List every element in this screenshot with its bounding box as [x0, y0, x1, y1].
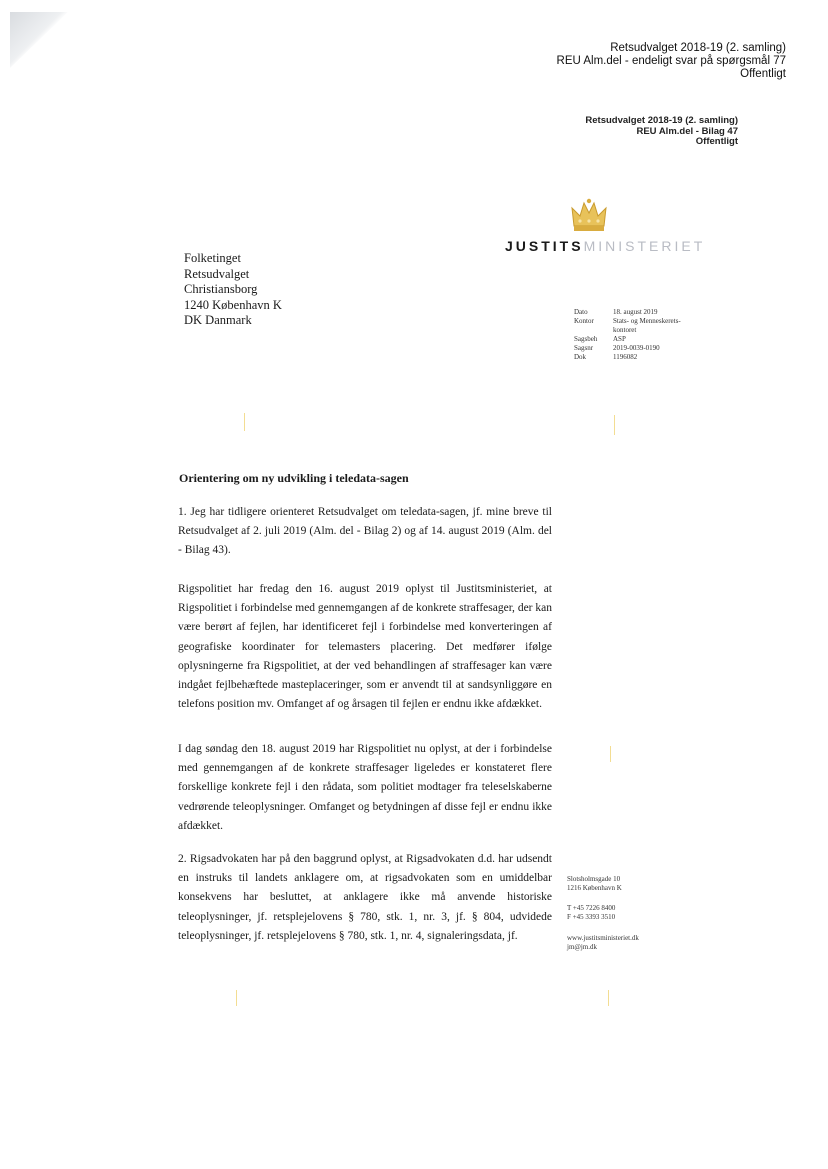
address-line: 1240 København K [184, 297, 282, 312]
scan-mark [236, 990, 237, 1006]
stamp-line: REU Alm.del - Bilag 47 [636, 125, 738, 137]
meta-value: 1196082 [613, 353, 638, 361]
paragraph: 2. Rigsadvokaten har på den baggrund oplyst, at Rigsadvokaten d.d. har udsendt en instruks til landets anklagere om, at rigsadvokaten som en umiddelbar konsekvens har besluttet, at anklagere ikke må anvende historiske teleoplysninger, jf. retsplejelovens § 780, stk. 1, nr. 3, jf. § 804, udvidede teleoplysninger, jf. retsplejelovens § 780, stk. 1, nr. 4, signaleringsdata, jf. [178, 853, 552, 942]
meta-label [574, 326, 613, 335]
meta-value: 2019-0039-0190 [613, 344, 660, 352]
document-stamp [557, 42, 786, 81]
footer-address [567, 875, 622, 893]
stamp-line: Offentligt [695, 136, 738, 148]
stamp-line: Offentligt [740, 67, 786, 80]
meta-value: ASP [613, 335, 626, 343]
meta-label: Dok [574, 353, 587, 361]
paragraph: 1. Jeg har tidligere orienteret Retsudvalget om teledata-sagen, jf. mine breve til Retsudvalget af 2. juli 2019 (Alm. del - Bilag 2) og af 14. august 2019 (Alm. del - Bilag 43). [178, 506, 552, 557]
inner-document-stamp [585, 116, 738, 148]
paragraph: Rigspolitiet har fredag den 16. august 2019 oplyst til Justitsministeriet, at Rigspolitiet i forbindelse med gennemgangen af de konkrete straffesager, der kan være berørt af fejlen, har identificeret fejl i forbindelse med konverteringen af geografiske koordinater for telemasters placering. Det medfører ifølge oplysningerne fra Rigspolitiet, at der ved behandlingen af straffesager kan være indgået fejlbehæftede masteplaceringer, som er anvendt til at sandsynliggøre en telefons position mv. Omfanget af og årsagen til fejlen er endnu ikke afdækket. [178, 583, 552, 711]
stamp-line: Retsudvalget 2018-19 (2. samling) [610, 42, 786, 54]
address-line: Retsudvalget [184, 266, 250, 281]
page-corner-fold [10, 12, 68, 68]
meta-label: Sagsbeh [574, 335, 598, 343]
logo-strong-text: JUSTITS [505, 238, 584, 254]
paragraph: I dag søndag den 18. august 2019 har Rigspolitiet nu oplyst, at der i forbindelse med gennemgangen af de konkrete straffesager ligeledes er konstateret flere forskellige konkrete fejl i den rådata, som politiet modtager fra teleselskaberne vedrørende teleoplysninger. Omfanget og betydningen af disse fejl er endnu ikke afdækket. [178, 743, 552, 832]
meta-value: Stats- og Menneskerets- [613, 317, 681, 325]
scan-mark [614, 415, 615, 435]
footer-web [567, 934, 639, 952]
crown-icon [569, 196, 609, 236]
footer-city: 1216 København K [567, 884, 622, 892]
letter-title: Orientering om ny udvikling i teledata-sagen [179, 471, 409, 485]
stamp-line: Retsudvalget 2018-19 (2. samling) [585, 115, 738, 126]
meta-label: Kontor [574, 317, 594, 325]
footer-street: Slotsholmsgade 10 [567, 875, 621, 883]
footer-fax: F +45 3393 3510 [567, 913, 616, 921]
footer-contact [567, 904, 615, 922]
footer-phone: T +45 7226 8400 [567, 904, 616, 912]
meta-label: Dato [574, 308, 588, 316]
logo-light-text: MINISTERIET [583, 238, 706, 254]
meta-label: Sagsnr [574, 344, 594, 352]
scan-mark [244, 413, 245, 431]
ministry-logo [505, 238, 705, 254]
stamp-line: REU Alm.del - endeligt svar på spørgsmål 77 [556, 54, 786, 67]
recipient-address [184, 251, 282, 329]
address-line: Christiansborg [184, 282, 258, 296]
case-metadata [574, 308, 693, 362]
footer-email-link[interactable]: jm@jm.dk [567, 943, 597, 951]
address-line: Folketinget [184, 251, 241, 265]
scan-mark [610, 746, 611, 762]
address-line: DK Danmark [184, 313, 252, 327]
meta-value: 18. august 2019 [613, 308, 658, 316]
footer-website-link[interactable]: www.justitsministeriet.dk [567, 934, 639, 942]
meta-value: kontoret [613, 326, 637, 334]
scan-mark [608, 990, 609, 1006]
